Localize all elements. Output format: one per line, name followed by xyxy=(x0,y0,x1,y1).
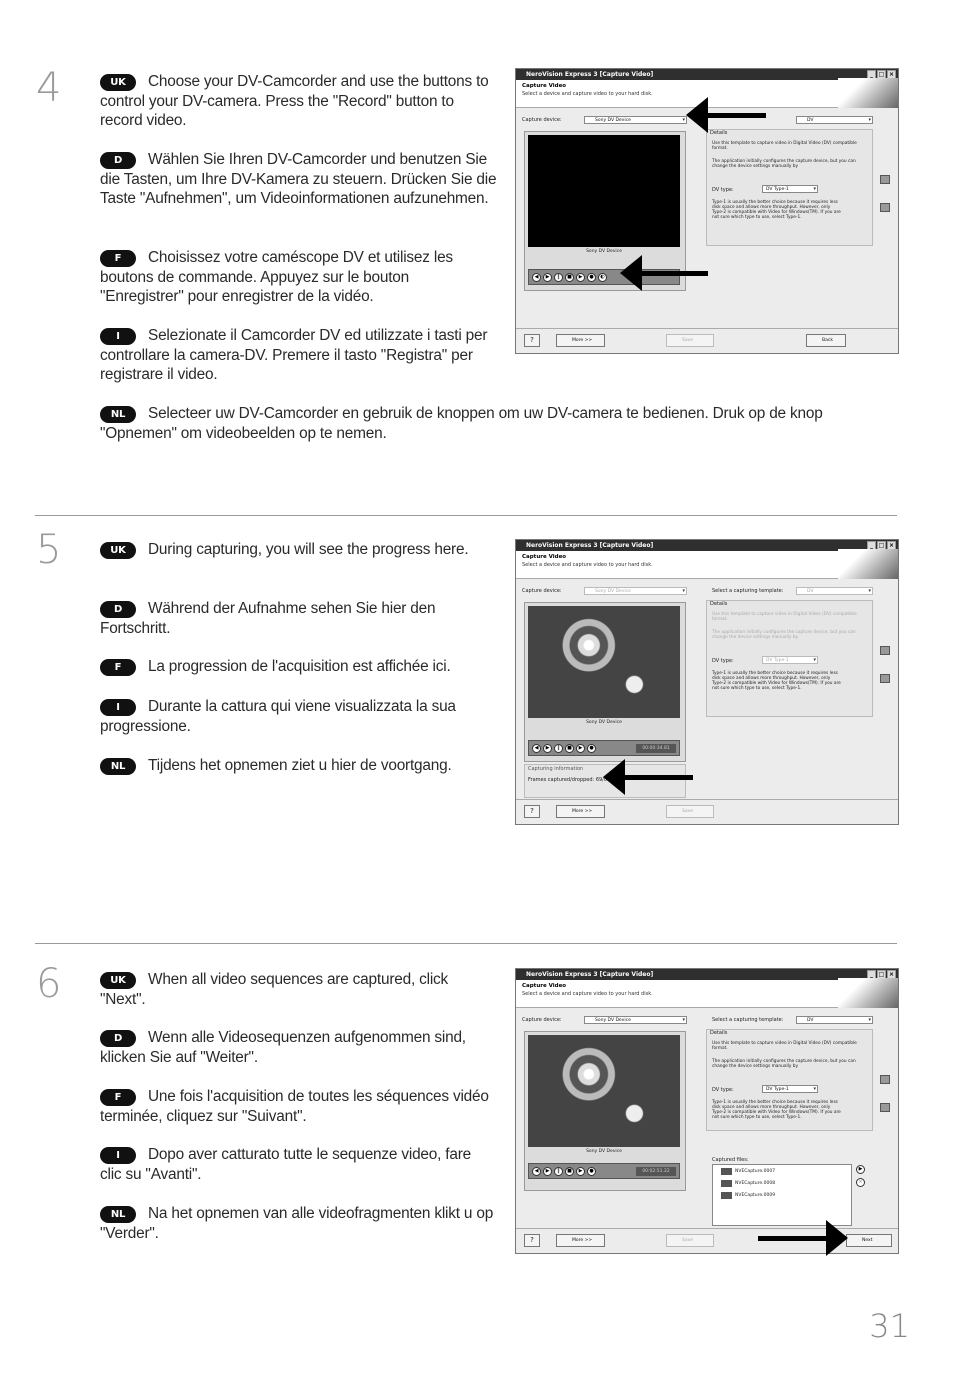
window-titlebar: NeroVision Express 3 [Capture Video] _ □ × xyxy=(516,69,898,80)
lang-badge: F xyxy=(100,659,136,676)
step5-uk: UK During capturing, you will see the progress here. xyxy=(100,540,495,560)
close-icon[interactable]: × xyxy=(888,542,895,549)
more-button[interactable]: More >> xyxy=(556,805,605,818)
step6-i: I Dopo aver catturato tutte le sequenze video, fare clic su "Avanti". xyxy=(100,1146,472,1183)
frames-info: Frames captured/dropped: 69/0 xyxy=(528,777,608,783)
lang-badge: F xyxy=(100,1089,136,1106)
lang-badge: NL xyxy=(100,758,136,775)
import-template-icon[interactable] xyxy=(880,203,890,212)
lang-badge: I xyxy=(100,328,136,345)
back-button[interactable]: Back xyxy=(806,334,846,347)
template-select[interactable]: DV ▾ xyxy=(796,116,873,124)
window-header: Capture Video Select a device and capture video to your hard disk. xyxy=(516,551,898,579)
forward-icon[interactable]: ▶ xyxy=(576,744,585,753)
captured-files-list xyxy=(712,1164,852,1226)
minimize-icon[interactable]: _ xyxy=(867,70,876,79)
help-button[interactable]: ? xyxy=(524,805,540,818)
bottom-bar xyxy=(516,799,898,824)
lang-badge: UK xyxy=(100,542,136,559)
forward-icon[interactable]: ▶ xyxy=(576,1167,585,1176)
minimize-icon[interactable]: _ xyxy=(867,541,876,550)
nero-logo-icon xyxy=(838,978,898,1008)
step5-d: D Während der Aufnahme sehen Sie hier den Fortschritt. xyxy=(100,600,436,637)
play-icon[interactable]: ▶ xyxy=(543,273,552,282)
step6-f: F Une fois l'acquisition de toutes les séquences vidéo terminée, cliquez sur "Suivant". xyxy=(100,1088,489,1125)
save-button[interactable]: Save xyxy=(666,1234,714,1247)
pause-icon[interactable]: ‖ xyxy=(554,744,563,753)
lang-badge: UK xyxy=(100,74,136,91)
step5-nl: NL Tijdens het opnemen ziet u hier de voortgang. xyxy=(100,756,500,776)
stop-icon[interactable]: ■ xyxy=(565,1167,574,1176)
step6-nl: NL Na het opnemen van alle videofragmenten klikt u op "Verder". xyxy=(100,1205,494,1242)
step6-uk: UK When all video sequences are captured, click "Next". xyxy=(100,971,449,1008)
capture-device-select[interactable]: Sony DV Device ▾ xyxy=(584,116,687,124)
window-titlebar: NeroVision Express 3 [Capture Video] _ □ × xyxy=(516,969,898,980)
lang-badge: D xyxy=(100,601,136,618)
capture-window-step6: NeroVision Express 3 [Capture Video] _ □ × Capture Video Select a device and capture video to your hard disk. Capture device: Sony DV Device ▾ Select a capturing template: DV ▾ Sony DV Device ◀ ▶ ‖ ■ ▶ ● 00:02:51.22 Details Use this template to capture video in Digital Video (DV) compatible format. The application initially configures the capture device, but you can change the device settings manually by DV type: DV Type-1 ▾ Type-1 is usually the better choice because it requires less disk space and allows more throughput. However, only Type-2 is compatible with Video for Windows(TM). If you are not sure which type to use, select Type-1. Captured files: NVECapture.0007 NVECapture.0008 NVECapture.0009 ▶ × ? More >> Save Next xyxy=(515,968,899,1254)
camera-controls xyxy=(528,1163,680,1179)
bottom-bar xyxy=(516,328,898,353)
template-select[interactable]: DV ▾ xyxy=(796,1016,873,1024)
video-preview xyxy=(528,606,680,718)
step5-i: I Durante la cattura qui viene visualizzata la sua progressione. xyxy=(100,698,456,735)
pause-icon[interactable]: ‖ xyxy=(554,1167,563,1176)
dv-type-select[interactable]: DV Type-1 ▾ xyxy=(762,656,818,664)
nero-logo-icon xyxy=(838,549,898,579)
save-template-icon[interactable] xyxy=(880,175,890,184)
section-divider xyxy=(35,943,897,944)
forward-icon[interactable]: ▶ xyxy=(576,273,585,282)
capture-device-select[interactable]: Sony DV Device ▾ xyxy=(584,587,687,595)
record-icon[interactable]: ● xyxy=(587,1167,596,1176)
video-thumbnail-icon xyxy=(721,1168,732,1175)
maximize-icon[interactable]: □ xyxy=(878,71,885,78)
step4-nl: NL Selecteer uw DV-Camcorder en gebruik de knoppen om uw DV-camera te bedienen. Druk op de knop "Opnemen" om videobeelden op te nemen. xyxy=(100,405,823,442)
video-thumbnail-icon xyxy=(721,1180,732,1187)
list-item[interactable]: NVECapture.0007 xyxy=(713,1165,851,1177)
window-header: Capture Video Select a device and capture video to your hard disk. xyxy=(516,80,898,108)
close-icon[interactable]: × xyxy=(888,71,895,78)
nero-logo-icon xyxy=(838,78,898,108)
step-number: 5 xyxy=(36,527,62,573)
section-divider xyxy=(35,515,897,516)
maximize-icon[interactable]: □ xyxy=(878,971,885,978)
step4-f: F Choisissez votre caméscope DV et utilisez les boutons de commande. Appuyez sur le bouton "Enregistrer" pour enregistrer de la vidéo. xyxy=(100,249,453,306)
delete-file-icon[interactable]: × xyxy=(856,1178,865,1187)
more-button[interactable]: More >> xyxy=(556,1234,605,1247)
timecode: 00:00:34.81 xyxy=(636,744,676,753)
record-icon[interactable]: ● xyxy=(587,273,596,282)
lang-badge: D xyxy=(100,1030,136,1047)
lang-badge: UK xyxy=(100,972,136,989)
play-icon[interactable]: ▶ xyxy=(543,744,552,753)
help-button[interactable]: ? xyxy=(524,334,540,347)
list-item[interactable]: NVECapture.0008 xyxy=(713,1177,851,1189)
play-file-icon[interactable]: ▶ xyxy=(856,1165,865,1174)
help-button[interactable]: ? xyxy=(524,1234,540,1247)
save-button[interactable]: Save xyxy=(666,334,714,347)
step4-d: D Wählen Sie Ihren DV-Camcorder und benutzen Sie die Tasten, um Ihre DV-Kamera zu steuern. Drücken Sie die Taste "Aufnehmen", um Videoinformationen aufzunehmen. xyxy=(100,151,497,208)
capture-window-step4: NeroVision Express 3 [Capture Video] _ □ × Capture Video Select a device and capture video to your hard disk. Capture device: Sony DV Device ▾ DV ▾ Sony DV Device ◀ ▶ ‖ ■ ▶ ● ◐ Details Use this template to capture video in Digital Video (DV) compatible format. The application initially configures the capture device, but you can change the device settings manually by DV type: DV Type-1 ▾ Type-1 is usually the better choice because it requires less disk space and allows more throughput. However, only Type-2 is compatible with Video for Windows(TM). If you are not sure which type to use, select Type-1. ? More >> Save Back xyxy=(515,68,899,354)
captured-files-label: Captured files: xyxy=(712,1157,749,1163)
save-button[interactable]: Save xyxy=(666,805,714,818)
capture-window-step5: NeroVision Express 3 [Capture Video] _ □ × Capture Video Select a device and capture video to your hard disk. Capture device: Sony DV Device ▾ Select a capturing template: DV ▾ Sony DV Device ◀ ▶ ‖ ■ ▶ ● 00:00:34.81 Details Use this template to capture video in Digital Video (DV) compatible format. The application initially configures the capture device, but you can change the device settings manually by DV type: DV Type-1 ▾ Type-1 is usually the better choice because it requires less disk space and allows more throughput. However, only Type-2 is compatible with Video for Windows(TM). If you are not sure which type to use, select Type-1. Capturing information Frames captured/dropped: 69/0 ? More >> Save xyxy=(515,539,899,825)
details-label: Details xyxy=(710,130,728,136)
stop-icon[interactable]: ■ xyxy=(565,273,574,282)
next-button[interactable]: Next xyxy=(846,1234,892,1247)
capture-device-label: Capture device: xyxy=(522,117,562,123)
pause-icon[interactable]: ‖ xyxy=(554,273,563,282)
import-template-icon[interactable] xyxy=(880,674,890,683)
step4-uk: UK Choose your DV-Camcorder and use the buttons to control your DV-camera. Press the "Record" button to record video. xyxy=(100,73,489,130)
page-number: 31 xyxy=(869,1307,910,1345)
list-item[interactable]: NVECapture.0009 xyxy=(713,1189,851,1201)
more-button[interactable]: More >> xyxy=(556,334,605,347)
play-icon[interactable]: ▶ xyxy=(543,1167,552,1176)
lang-badge: NL xyxy=(100,1206,136,1223)
close-icon[interactable]: × xyxy=(888,971,895,978)
capture-device-select[interactable]: Sony DV Device ▾ xyxy=(584,1016,687,1024)
rewind-icon[interactable]: ◀ xyxy=(532,744,541,753)
step4-i: I Selezionate il Camcorder DV ed utilizzate i tasti per controllare la camera-DV. Premere il tasto "Registra" per registrare il video. xyxy=(100,327,488,384)
timecode: 00:02:51.22 xyxy=(636,1167,676,1176)
video-preview xyxy=(528,1035,680,1147)
window-titlebar: NeroVision Express 3 [Capture Video] _ □ × xyxy=(516,540,898,551)
lang-badge: NL xyxy=(100,406,136,423)
lang-badge: F xyxy=(100,250,136,267)
lang-badge: I xyxy=(100,1147,136,1164)
video-thumbnail-icon xyxy=(721,1192,732,1199)
camera-controls xyxy=(528,740,680,756)
step-number: 6 xyxy=(36,961,62,1007)
window-header: Capture Video Select a device and capture video to your hard disk. xyxy=(516,980,898,1008)
save-template-icon[interactable] xyxy=(880,646,890,655)
rewind-icon[interactable]: ◀ xyxy=(532,1167,541,1176)
lang-badge: I xyxy=(100,699,136,716)
snapshot-icon[interactable]: ◐ xyxy=(598,273,607,282)
minimize-icon[interactable]: _ xyxy=(867,970,876,979)
maximize-icon[interactable]: □ xyxy=(878,542,885,549)
stop-icon[interactable]: ■ xyxy=(565,744,574,753)
import-template-icon[interactable] xyxy=(880,1103,890,1112)
lang-badge: D xyxy=(100,152,136,169)
dv-type-select[interactable]: DV Type-1 ▾ xyxy=(762,185,818,193)
rewind-icon[interactable]: ◀ xyxy=(532,273,541,282)
step-number: 4 xyxy=(36,65,62,111)
video-preview xyxy=(528,135,680,247)
step5-f: F La progression de l'acquisition est affichée ici. xyxy=(100,657,500,677)
dv-type-select[interactable]: DV Type-1 ▾ xyxy=(762,1085,818,1093)
device-caption: Sony DV Device xyxy=(586,249,622,254)
template-select[interactable]: DV ▾ xyxy=(796,587,873,595)
save-template-icon[interactable] xyxy=(880,1075,890,1084)
step6-d: D Wenn alle Videosequenzen aufgenommen sind, klicken Sie auf "Weiter". xyxy=(100,1029,466,1066)
record-icon[interactable]: ● xyxy=(587,744,596,753)
